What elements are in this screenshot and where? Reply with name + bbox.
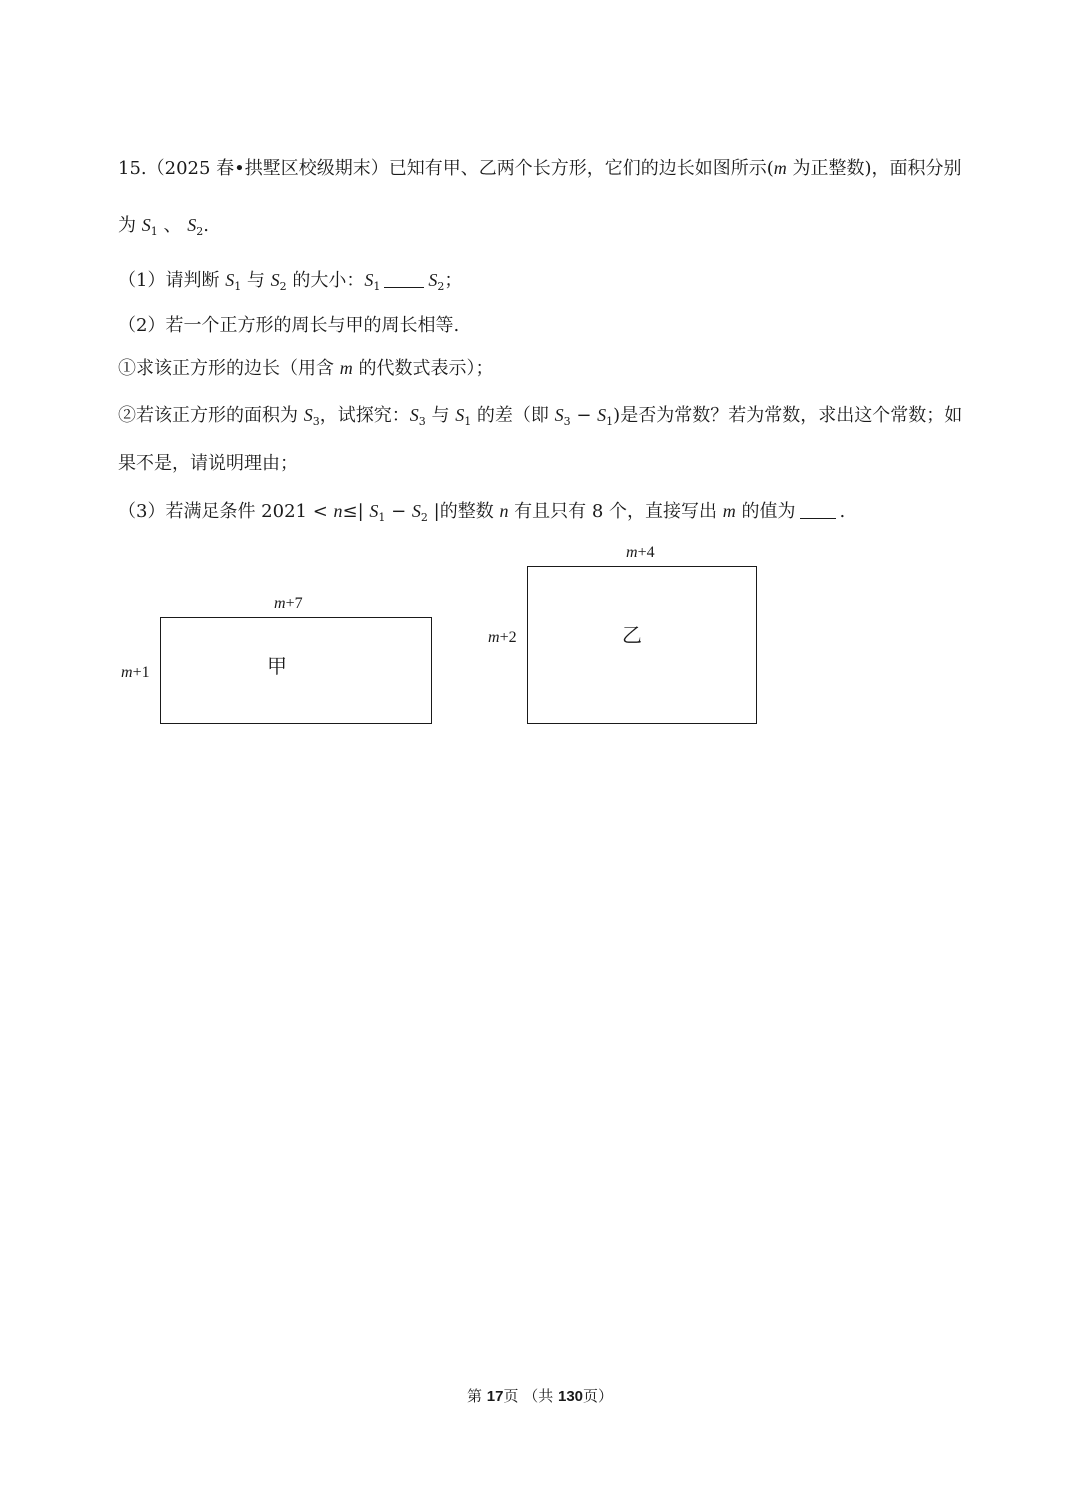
var-S1: S: [225, 270, 235, 290]
answer-blank-3[interactable]: [800, 502, 836, 519]
rectangle-yi: [527, 566, 757, 724]
label-text: +1: [132, 664, 150, 681]
subscript: 2: [420, 511, 428, 524]
var-n: n: [499, 501, 509, 521]
subscript: 2: [196, 225, 204, 238]
problem-intro-text: 15.（2025 春•拱墅区校级期末）已知有甲、乙两个长方形，它们的边长如图所示(: [118, 158, 774, 179]
label-text: +7: [285, 595, 303, 612]
subscript: 1: [234, 280, 242, 293]
var-n: n: [333, 501, 343, 521]
text: 页）: [583, 1387, 614, 1405]
text: 页 （共: [503, 1387, 558, 1405]
rectangle-jia: [160, 617, 432, 724]
subscript: 3: [563, 415, 571, 428]
subscript: 1: [373, 280, 381, 293]
rectangle-yi-name: 乙: [622, 623, 642, 647]
question-2-part-2: [118, 403, 962, 428]
problem-line-2: [118, 213, 209, 238]
text: ；: [444, 270, 463, 291]
text: （2）若一个正方形的周长与甲的周长相等.: [118, 315, 460, 336]
var-S3: S: [303, 405, 313, 425]
total-pages: 130: [557, 1388, 584, 1405]
problem-intro-text-2: 为正整数)，面积分别: [786, 158, 962, 179]
yi-top-label: [626, 544, 655, 562]
text: −: [385, 501, 412, 522]
subscript: 2: [437, 280, 445, 293]
text: −: [570, 405, 598, 426]
var-S3: S: [554, 405, 564, 425]
subscript: 1: [606, 415, 614, 428]
text: 为: [118, 215, 142, 236]
text: |的整数: [427, 501, 500, 522]
var-S1: S: [141, 215, 151, 235]
var-S1: S: [364, 270, 374, 290]
question-3: [118, 499, 845, 524]
page-number: 17: [486, 1388, 504, 1405]
subscript: 2: [279, 280, 287, 293]
jia-top-label: [274, 595, 303, 613]
question-2: [118, 314, 459, 338]
var-m: m: [339, 358, 353, 378]
subscript: 1: [464, 415, 472, 428]
text: ②若该正方形的面积为: [118, 405, 304, 426]
var-m: m: [722, 501, 736, 521]
text: 、: [157, 215, 188, 236]
subscript: 1: [150, 225, 158, 238]
var-S1: S: [597, 405, 607, 425]
page-footer: [0, 1385, 1080, 1406]
jia-side-label: [121, 664, 150, 682]
text: 的差（即: [471, 405, 555, 426]
answer-blank-1[interactable]: [384, 271, 424, 288]
text: 与: [425, 405, 456, 426]
subscript: 3: [312, 415, 320, 428]
text: （3）若满足条件 2021 <: [118, 501, 334, 522]
text: 第: [466, 1387, 487, 1405]
var-S2: S: [187, 215, 197, 235]
var-S1: S: [369, 501, 379, 521]
text: 的代数式表示）；: [352, 358, 494, 379]
var-S2: S: [270, 270, 280, 290]
subscript: 1: [378, 511, 386, 524]
text: 的值为: [735, 501, 796, 522]
subscript: 3: [418, 415, 426, 428]
question-2-part-1: [118, 356, 493, 381]
text: ，试探究：: [319, 405, 410, 426]
label-text: +4: [637, 544, 655, 561]
text: .: [839, 501, 846, 522]
yi-side-label: [488, 629, 517, 647]
text: 的大小：: [286, 270, 365, 291]
text: ①求该正方形的边长（用含: [118, 358, 340, 379]
text: （1）请判断: [118, 270, 226, 291]
text: .: [203, 215, 209, 236]
text: 与: [241, 270, 271, 291]
var-m: m: [773, 158, 787, 178]
var-m: m: [274, 595, 286, 612]
var-m: m: [488, 629, 500, 646]
text: )是否为常数？若为常数，求出这个常数；如: [613, 405, 963, 426]
var-S2: S: [411, 501, 421, 521]
question-1: [118, 268, 462, 293]
var-S2: S: [428, 270, 438, 290]
var-m: m: [626, 544, 638, 561]
problem-line-1: [118, 156, 962, 181]
var-m: m: [121, 664, 133, 681]
text: 果不是，请说明理由；: [118, 453, 298, 474]
var-S3: S: [409, 405, 419, 425]
question-2-part-2-cont: [118, 452, 298, 476]
text: 有且只有 8 个，直接写出: [508, 501, 723, 522]
rectangle-jia-name: 甲: [267, 654, 287, 678]
label-text: +2: [499, 629, 517, 646]
text: ≤|: [342, 501, 370, 522]
var-S1: S: [455, 405, 465, 425]
